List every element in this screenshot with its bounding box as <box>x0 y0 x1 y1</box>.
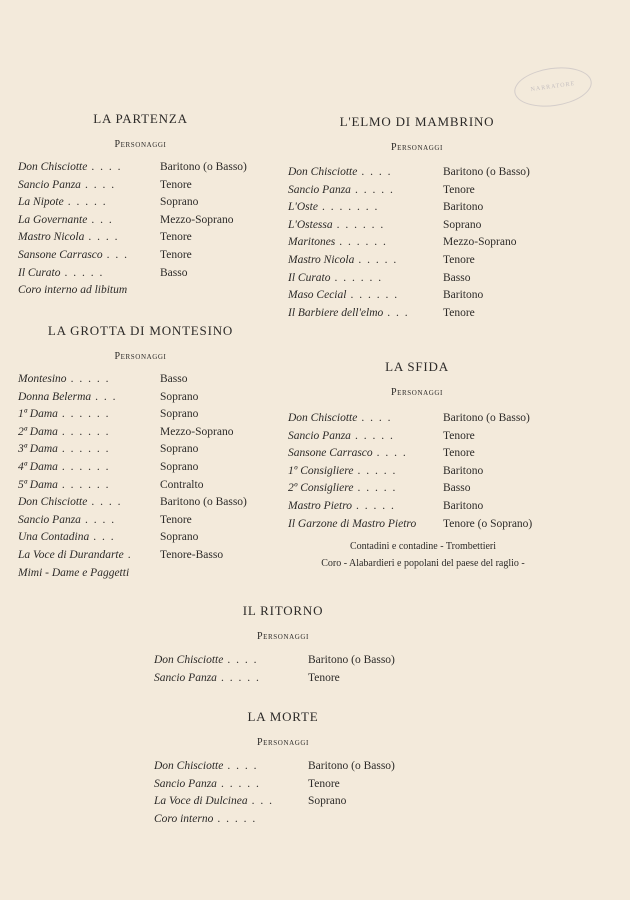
cast-row <box>18 459 263 477</box>
section-subtitle: Personaggi <box>390 142 443 153</box>
section-title: LA MORTE <box>247 709 319 724</box>
voice-type: Tenore <box>443 183 475 196</box>
voice-type: Baritono (o Basso) <box>308 760 395 772</box>
voice-type: Tenore <box>443 447 475 460</box>
character-name: Don Chisciotte <box>154 760 224 772</box>
character-name: 4ª Dama <box>18 460 58 473</box>
cast-row <box>288 305 588 323</box>
character-name: 2ª Dama <box>18 425 58 438</box>
cast-row <box>288 463 588 481</box>
cast-row <box>288 410 588 428</box>
cast-row <box>154 811 454 829</box>
cast-list <box>18 371 263 582</box>
voice-type: Tenore <box>160 178 192 191</box>
cast-row <box>18 494 263 512</box>
leader-dots: . . . . <box>227 654 258 666</box>
cast-row <box>288 445 588 463</box>
character-name: Don Chisciotte <box>288 166 358 178</box>
voice-type: Contralto <box>160 478 204 491</box>
section-title: L'ELMO DI MAMBRINO <box>339 114 495 129</box>
cast-list <box>18 159 263 300</box>
leader-dots: . . . <box>91 213 114 226</box>
section-la-grotta-di-montesino <box>18 323 263 582</box>
leader-dots: . . . . . <box>356 499 396 512</box>
cast-row <box>288 270 588 288</box>
cast-row <box>288 498 588 516</box>
character-name: Mastro Pietro <box>288 499 352 512</box>
leader-dots: . . . . <box>88 231 119 244</box>
cast-row <box>288 217 588 235</box>
character-name: La Voce di Dulcinea <box>154 795 248 808</box>
voice-type: Baritono <box>443 464 484 477</box>
character-name: Mastro Nicola <box>18 231 85 244</box>
leader-dots: . . . . . <box>70 373 110 385</box>
leader-dots: . . . . <box>361 412 392 424</box>
section-subtitle: Personaggi <box>256 737 309 748</box>
leader-dots: . . . . <box>376 447 408 460</box>
character-name: Sancio Panza <box>18 513 81 526</box>
character-name: Sancio Panza <box>288 429 351 442</box>
character-name: Il Garzone di Mastro Pietro <box>288 517 417 530</box>
leader-dots: . . . . <box>84 513 116 526</box>
leader-dots: . . . <box>93 531 116 544</box>
character-name: La Nipote <box>18 196 64 209</box>
character-name: L'Oste <box>288 201 318 214</box>
cast-row <box>18 406 263 424</box>
cast-row <box>18 247 263 265</box>
character-name: Sancio Panza <box>288 183 351 196</box>
chorus-note: Coro - Alabardieri e popolani del paese del raglio - <box>321 558 525 570</box>
character-name: Don Chisciotte <box>18 161 88 173</box>
cast-row <box>18 547 263 565</box>
cast-row <box>18 371 263 389</box>
voice-type: Soprano <box>160 408 199 421</box>
cast-list <box>288 410 588 533</box>
character-name: 2º Consigliere <box>288 482 354 495</box>
leader-dots: . . . . . . <box>334 271 383 284</box>
cast-row <box>288 480 588 498</box>
section-subtitle: Personaggi <box>256 631 309 642</box>
voice-type: Tenore (o Soprano) <box>443 517 533 530</box>
character-name: Don Chisciotte <box>288 412 358 424</box>
section-subtitle: Personaggi <box>114 139 167 150</box>
voice-type: Basso <box>160 266 188 279</box>
leader-dots: . . . . . <box>67 196 108 209</box>
voice-type: Soprano <box>160 460 199 473</box>
character-name: Una Contadina <box>18 531 90 544</box>
leader-dots: . . . . . . <box>61 425 111 438</box>
section-subtitle: Personaggi <box>390 387 443 398</box>
character-name: Coro interno ad libitum <box>18 284 128 297</box>
cast-row <box>288 428 588 446</box>
character-name: 5ª Dama <box>18 478 58 491</box>
character-name: Il Curato <box>288 271 331 284</box>
voice-type: Tenore-Basso <box>160 548 224 561</box>
cast-row <box>288 182 588 200</box>
section-la-sfida <box>288 359 588 572</box>
section-title: LA PARTENZA <box>93 111 188 126</box>
character-name: Maso Cecial <box>288 289 347 302</box>
cast-row <box>288 199 588 217</box>
leader-dots: . . . . . <box>220 671 261 684</box>
cast-row <box>288 234 588 252</box>
cast-row <box>18 194 263 212</box>
voice-type: Basso <box>160 373 188 385</box>
cast-row <box>18 477 263 495</box>
leader-dots: . . . . . <box>217 812 257 825</box>
voice-type: Soprano <box>160 443 199 456</box>
leader-dots: . . . . . . <box>336 218 385 231</box>
voice-type: Baritono <box>443 499 484 512</box>
voice-type: Mezzo-Soprano <box>160 425 234 438</box>
character-name: Coro interno <box>154 812 214 825</box>
voice-type: Soprano <box>160 390 199 403</box>
cast-row <box>154 776 454 794</box>
leader-dots: . . . . . . <box>61 478 111 491</box>
cast-row <box>18 212 263 230</box>
leader-dots: . <box>127 548 133 561</box>
chorus-note: Contadini e contadine - Trombettieri <box>349 541 497 553</box>
voice-type: Tenore <box>160 231 192 244</box>
voice-type: Baritono (o Basso) <box>308 654 395 666</box>
voice-type: Baritono (o Basso) <box>443 166 530 178</box>
voice-type: Baritono (o Basso) <box>443 412 530 424</box>
leader-dots: . . . . . . <box>61 408 111 421</box>
section-la-partenza <box>18 111 263 300</box>
voice-type: Tenore <box>443 253 475 266</box>
character-name: Sancio Panza <box>154 671 217 684</box>
character-name: Donna Belerma <box>18 390 92 403</box>
cast-row <box>288 287 588 305</box>
character-name: Montesino <box>18 373 67 385</box>
leader-dots: . . . . . <box>357 464 397 477</box>
leader-dots: . . . <box>251 795 274 808</box>
character-name: Sancio Panza <box>154 777 217 790</box>
voice-type: Tenore <box>443 306 475 319</box>
voice-type: Basso <box>443 482 471 495</box>
character-name: La Governante <box>18 213 88 226</box>
cast-row <box>154 793 454 811</box>
character-name: Don Chisciotte <box>18 496 88 509</box>
cast-row <box>288 252 588 270</box>
leader-dots: . . . . . <box>358 253 398 266</box>
voice-type: Soprano <box>160 196 199 209</box>
cast-row <box>18 529 263 547</box>
leader-dots: . . . . . <box>220 777 261 790</box>
cast-list <box>154 652 454 687</box>
cast-row <box>18 282 263 300</box>
character-name: Sansone Carrasco <box>288 447 373 460</box>
leader-dots: . . . . <box>84 178 116 191</box>
character-name: Sansone Carrasco <box>18 248 103 261</box>
voice-type: Tenore <box>443 429 475 442</box>
cast-row <box>18 159 263 177</box>
cast-row <box>18 229 263 247</box>
leader-dots: . . . . . <box>64 266 104 279</box>
cast-row <box>18 512 263 530</box>
section-title: LA SFIDA <box>385 359 449 374</box>
leader-dots: . . . . . . <box>339 236 388 249</box>
cast-row <box>154 670 454 688</box>
character-name: Sancio Panza <box>18 178 81 191</box>
leader-dots: . . . . . . <box>350 289 399 302</box>
voice-type: Baritono <box>443 201 484 214</box>
section-l-elmo-di-mambrino <box>288 114 588 322</box>
leader-dots: . . . <box>95 390 118 403</box>
cast-row <box>18 265 263 283</box>
leader-dots: . . . . . <box>354 429 395 442</box>
character-name: Maritones <box>288 236 336 249</box>
cast-row <box>154 758 454 776</box>
library-stamp: NARRATORE <box>512 63 595 111</box>
cast-list <box>288 164 588 322</box>
leader-dots: . . . <box>387 306 410 319</box>
character-name: La Voce di Durandarte <box>18 548 124 561</box>
cast-row <box>18 565 263 583</box>
leader-dots: . . . . <box>227 760 258 772</box>
leader-dots: . . . . <box>361 166 392 178</box>
voice-type: Mezzo-Soprano <box>443 236 517 249</box>
cast-row <box>288 164 588 182</box>
leader-dots: . . . . . . . <box>321 201 379 214</box>
voice-type: Soprano <box>308 795 347 808</box>
voice-type: Soprano <box>160 531 199 544</box>
cast-list <box>154 758 454 828</box>
character-name: 1ª Dama <box>18 408 58 421</box>
character-name: L'Ostessa <box>288 218 333 231</box>
cast-row <box>18 424 263 442</box>
cast-row <box>18 389 263 407</box>
leader-dots: . . . . . . <box>61 460 111 473</box>
voice-type: Baritono (o Basso) <box>160 161 247 173</box>
voice-type: Baritono (o Basso) <box>160 496 247 509</box>
character-name: Mastro Nicola <box>288 253 355 266</box>
voice-type: Tenore <box>160 513 192 526</box>
cast-row <box>288 516 588 534</box>
voice-type: Mezzo-Soprano <box>160 213 234 226</box>
character-name: Il Curato <box>18 266 61 279</box>
character-name: Mimi - Dame e Paggetti <box>18 566 130 579</box>
leader-dots: . . . . . <box>357 482 397 495</box>
section-title: LA GROTTA DI MONTESINO <box>47 323 234 338</box>
leader-dots: . . . . <box>91 161 122 173</box>
voice-type: Soprano <box>443 218 482 231</box>
section-la-morte <box>154 709 454 828</box>
leader-dots: . . . <box>106 248 129 261</box>
voice-type: Tenore <box>308 671 340 684</box>
voice-type: Baritono <box>443 289 484 302</box>
character-name: Il Barbiere dell'elmo <box>288 306 384 319</box>
section-subtitle: Personaggi <box>114 351 167 362</box>
voice-type: Basso <box>443 271 471 284</box>
section-il-ritorno <box>154 603 454 687</box>
leader-dots: . . . . . <box>354 183 395 196</box>
cast-row <box>154 652 454 670</box>
voice-type: Tenore <box>308 777 340 790</box>
character-name: 1º Consigliere <box>288 464 354 477</box>
character-name: 3ª Dama <box>18 443 58 456</box>
voice-type: Tenore <box>160 248 192 261</box>
cast-row <box>18 177 263 195</box>
leader-dots: . . . . <box>91 496 122 509</box>
character-name: Don Chisciotte <box>154 654 224 666</box>
leader-dots: . . . . . . <box>61 443 111 456</box>
cast-row <box>18 441 263 459</box>
section-title: IL RITORNO <box>242 603 324 618</box>
